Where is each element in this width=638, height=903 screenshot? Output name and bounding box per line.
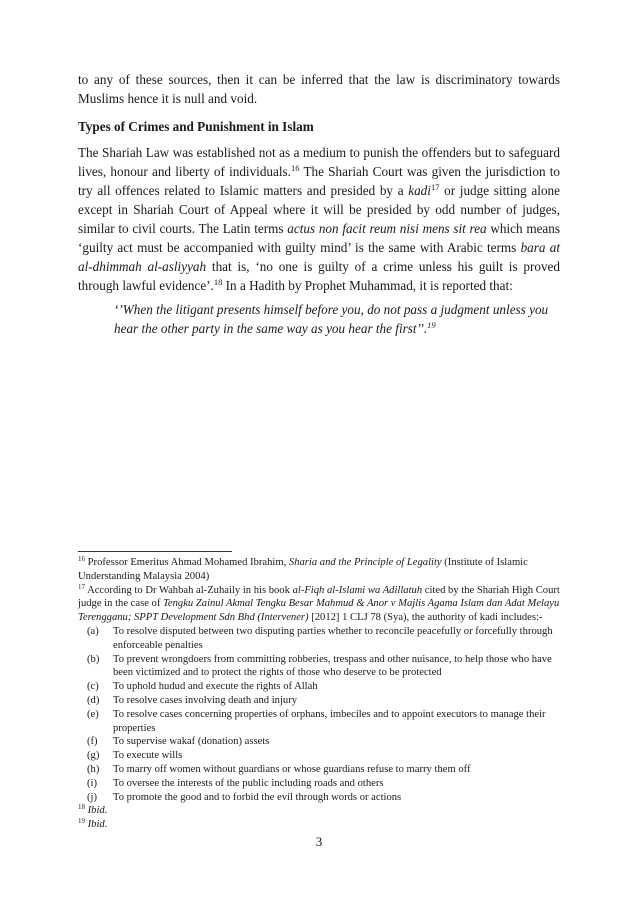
footnote-18 bbox=[78, 804, 560, 818]
list-item-text: To marry off women without guardians or whose guardians refuse to marry them off bbox=[113, 763, 471, 775]
list-item-text: To execute wills bbox=[113, 750, 183, 762]
list-item bbox=[78, 625, 560, 653]
list-item-text: To resolve disputed between two disputing parties whether to reconcile peacefully or forcefully through enforceable penalties bbox=[113, 625, 553, 651]
footnotes bbox=[78, 556, 560, 832]
section-heading: Types of Crimes and Punishment in Islam bbox=[78, 119, 314, 134]
list-marker: (c) bbox=[87, 681, 99, 693]
list-marker: (d) bbox=[87, 694, 100, 706]
list-marker: (i) bbox=[87, 777, 97, 789]
para-text-1: The Shariah Law was established not as a medium to punish the offenders but to safeguard lives, honour and liberty of individuals. bbox=[78, 145, 560, 179]
list-item bbox=[78, 749, 560, 763]
latin-term: actus non facit reum nisi mens sit rea bbox=[287, 221, 487, 236]
arabic-term: bara at al-dhimmah al-asliyyah bbox=[78, 240, 560, 274]
body-text bbox=[78, 70, 560, 338]
footnote-number: 17 bbox=[78, 582, 85, 591]
footnote-text: [2012] 1 CLJ 78 (Sya), the authority of kadi includes:- bbox=[308, 612, 543, 624]
footnote-ibid: Ibid. bbox=[87, 805, 108, 817]
main-paragraph bbox=[78, 143, 560, 295]
footnote-number: 18 bbox=[78, 803, 85, 812]
list-marker: (f) bbox=[87, 736, 98, 748]
hadith-quote bbox=[114, 300, 560, 338]
para-text-5: that is, ‘no one is guilty of a crime unless his guilt is proved through lawful evidence’. bbox=[78, 259, 560, 293]
list-item-text: To promote the good and to forbid the evil through words or actions bbox=[113, 791, 402, 803]
term-kadi: kadi bbox=[408, 183, 431, 198]
list-item bbox=[78, 791, 560, 805]
list-item-text: To resolve cases concerning properties of orphans, imbeciles and to appoint executors to manage their properties bbox=[113, 708, 546, 734]
footnote-ref-17[interactable]: 17 bbox=[430, 182, 440, 192]
footnote-ref-16[interactable]: 16 bbox=[290, 163, 300, 173]
list-marker: (h) bbox=[87, 763, 100, 775]
list-item bbox=[78, 680, 560, 694]
footnote-separator bbox=[78, 551, 232, 552]
kadi-authority-list bbox=[78, 625, 560, 804]
list-marker: (b) bbox=[87, 653, 100, 665]
footnote-text: Professor Emeritus Ahmad Mohamed Ibrahim, bbox=[85, 557, 289, 568]
footnote-text: (Institute of Islamic Understanding Malaysia 2004) bbox=[78, 557, 528, 582]
page-number: 3 bbox=[315, 834, 323, 849]
list-item-text: To oversee the interests of the public including roads and others bbox=[113, 777, 384, 789]
quote-text: ‘’When the litigant presents himself before you, do not pass a judgment unless you hear the other party in the same way as you hear the first’’. bbox=[114, 302, 549, 336]
list-item bbox=[78, 653, 560, 681]
footnote-ref-19[interactable]: 19 bbox=[427, 320, 436, 330]
list-item bbox=[78, 694, 560, 708]
list-marker: (g) bbox=[87, 750, 100, 762]
footnote-number: 19 bbox=[78, 817, 85, 826]
list-item bbox=[78, 708, 560, 736]
footnote-title: Sharia and the Principle of Legality bbox=[288, 557, 442, 568]
list-marker: (j) bbox=[87, 791, 97, 803]
list-marker: (a) bbox=[87, 625, 99, 637]
para-text-2: The Shariah Court was given the jurisdiction to try all offences related to Islamic matters and presided by a bbox=[78, 164, 561, 198]
list-item bbox=[78, 763, 560, 777]
footnote-text: According to Dr Wahbah al-Zuhaily in his book bbox=[85, 584, 293, 596]
para-text-3: or judge sitting alone except in Shariah Court of Appeal where it will be presided by odd number of judges, similar to civil courts. The Latin terms bbox=[78, 183, 560, 236]
list-item-text: To resolve cases involving death and injury bbox=[113, 694, 298, 706]
footnote-19 bbox=[78, 818, 560, 832]
intro-paragraph: to any of these sources, then it can be inferred that the law is discriminatory towards Muslims hence it is null and void. bbox=[78, 72, 560, 106]
footnote-16 bbox=[78, 556, 560, 584]
list-item-text: To uphold hudud and execute the rights of Allah bbox=[113, 681, 318, 693]
list-item bbox=[78, 777, 560, 791]
list-marker: (e) bbox=[87, 708, 99, 720]
footnote-case-name: Tengku Zainul Akmal Tengku Besar Mahmud & Anor v Majlis Agama Islam dan Adat Melayu Terengganu; SPPT Development Sdn Bhd (Intervener) bbox=[78, 598, 560, 624]
list-item-text: To supervise wakaf (donation) assets bbox=[113, 736, 270, 748]
footnote-17 bbox=[78, 584, 560, 625]
footnote-number: 16 bbox=[78, 555, 85, 563]
para-text-4: which means ‘guilty act must be accompanied with guilty mind’ is the same with Arabic terms bbox=[78, 221, 561, 255]
footnote-ibid: Ibid. bbox=[87, 819, 108, 831]
footnote-text: cited by the Shariah High Court judge in the case of bbox=[78, 584, 560, 610]
para-text-6: In a Hadith by Prophet Muhammad, it is reported that: bbox=[222, 278, 513, 293]
footnote-ref-18[interactable]: 18 bbox=[213, 277, 223, 287]
list-item bbox=[78, 735, 560, 749]
list-item-text: To prevent wrongdoers from committing robberies, trespass and other nuisance, to help those who have been victimized and to protect the rights of those who deserve to be protected bbox=[113, 653, 552, 679]
footnote-book-title: al-Fiqh al-Islami wa Adillatuh bbox=[292, 584, 423, 596]
